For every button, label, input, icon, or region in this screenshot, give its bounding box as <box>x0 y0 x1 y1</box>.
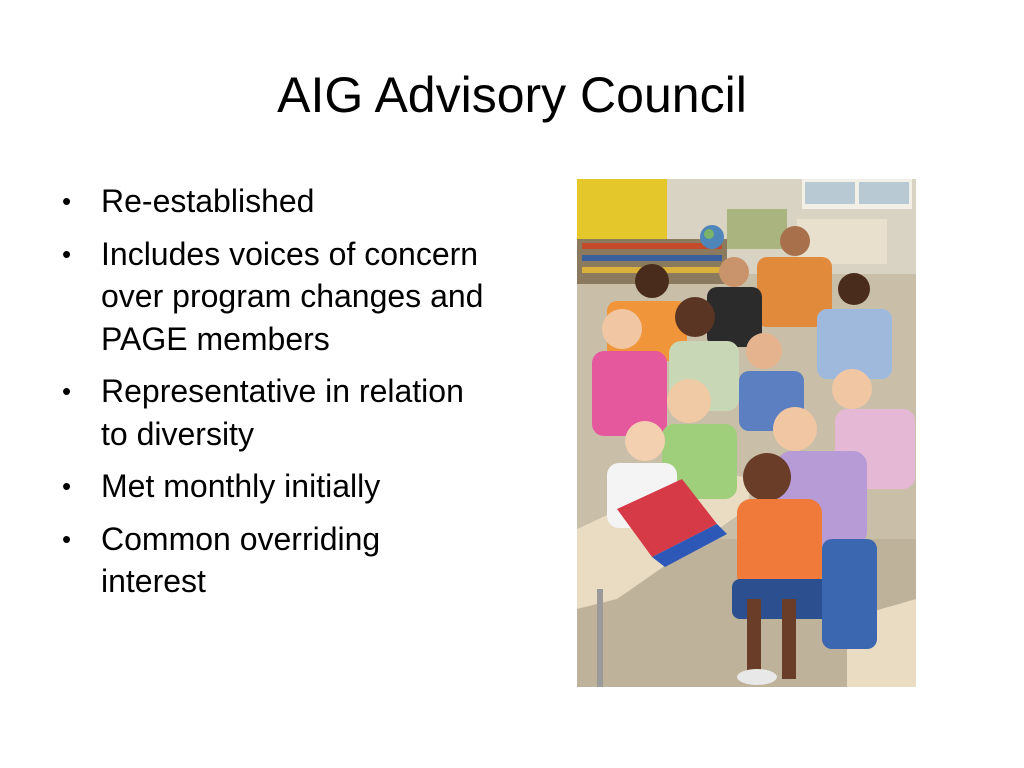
bullet-dot-icon: • <box>62 186 72 216</box>
bullet-dot-icon: • <box>62 471 72 501</box>
bullet-dot-icon: • <box>62 238 72 269</box>
bullet-item <box>58 518 488 603</box>
bullet-list <box>58 180 488 613</box>
classroom-students-photo <box>577 179 916 687</box>
bullet-dot-icon: • <box>62 376 72 406</box>
bullet-item <box>58 370 488 455</box>
bullet-dot-icon: • <box>62 523 72 554</box>
bullet-text: Includes voices of concern over program changes and PAGE members <box>101 235 484 357</box>
bullet-text: Re-established <box>101 183 315 219</box>
bullet-text: Common overriding interest <box>101 520 381 599</box>
bullet-item <box>58 233 488 361</box>
bullet-item <box>58 465 488 508</box>
bullet-text: Met monthly initially <box>101 468 381 504</box>
bullet-item <box>58 180 488 223</box>
bullet-text: Representative in relation to diversity <box>101 373 464 452</box>
slide-title: AIG Advisory Council <box>277 67 747 123</box>
